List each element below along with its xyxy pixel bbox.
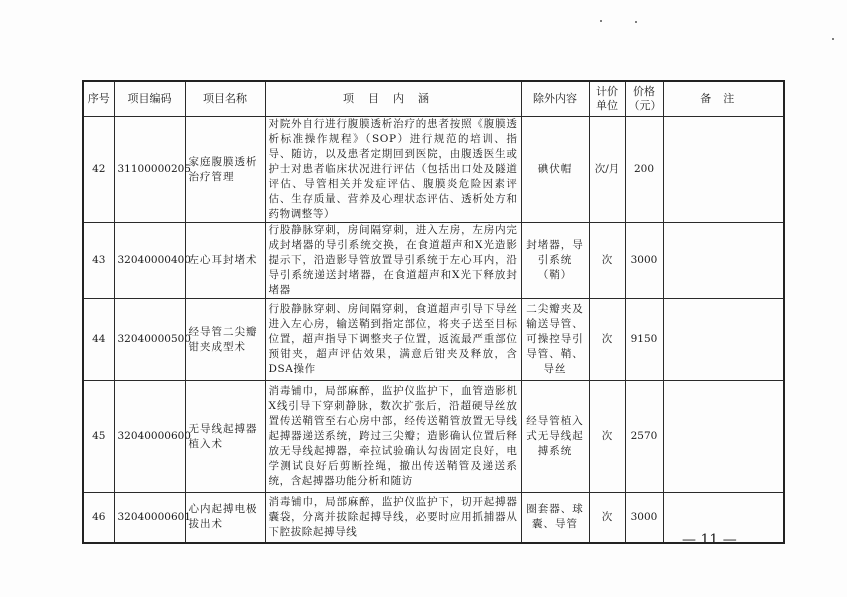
cell-price: 3000 <box>625 223 663 299</box>
cell-content: 对院外自行进行腹膜透析治疗的患者按照《腹膜透析标准操作规程》（SOP）进行规范的培训、指导、随访，以及患者定期回到医院，由腹透医生或护士对患者临床状况进行评估（包括出口处及隧道评估、导管相关并发症评估、腹膜炎危险因素评估、生存质量、营养及心理状态评估、透析处方和药物调整等） <box>265 117 521 223</box>
scan-speck <box>635 21 637 23</box>
header-note: 备注 <box>663 81 784 117</box>
cell-code: 32040000500 <box>114 299 185 381</box>
header-content: 项目内涵 <box>265 81 521 117</box>
cell-excluded: 经导管植入式无导线起搏系统 <box>521 381 589 493</box>
cell-unit: 次 <box>589 223 625 299</box>
cell-price: 3000 <box>625 493 663 543</box>
table-row <box>83 299 784 381</box>
cell-price: 2570 <box>625 381 663 493</box>
scan-speck <box>600 20 602 22</box>
cell-excluded: 二尖瓣夹及输送导管、可操控导引导管、鞘、导丝 <box>521 299 589 381</box>
cell-code: 32040000400 <box>114 223 185 299</box>
table-row <box>83 381 784 493</box>
cell-price: 9150 <box>625 299 663 381</box>
cell-name: 家庭腹膜透析治疗管理 <box>185 117 265 223</box>
cell-name: 无导线起搏器植入术 <box>185 381 265 493</box>
cell-content: 消毒铺巾，局部麻醉，监护仪监护下，切开起搏器囊袋，分离并拔除起搏导线，必要时应用抓捕器从下腔拔除起搏导线 <box>265 493 521 543</box>
cell-note <box>663 381 784 493</box>
cell-name: 经导管二尖瓣钳夹成型术 <box>185 299 265 381</box>
table-row <box>83 117 784 223</box>
header-seq: 序号 <box>83 81 114 117</box>
cell-note <box>663 117 784 223</box>
header-code: 项目编码 <box>114 81 185 117</box>
page-number: — 11 — <box>682 532 737 548</box>
cell-code: 31100000205 <box>114 117 185 223</box>
cell-content: 行股静脉穿刺，房间隔穿刺，进入左房，左房内完成封堵器的导引系统交换，在食道超声和X光造影提示下，沿造影导管放置导引系统于左心耳内，沿导引系统递送封堵器，在食道超声和X光下释放封堵器 <box>265 223 521 299</box>
cell-seq: 46 <box>83 493 114 543</box>
cell-code: 32040000600 <box>114 381 185 493</box>
cell-seq: 42 <box>83 117 114 223</box>
cell-price: 200 <box>625 117 663 223</box>
cell-seq: 43 <box>83 223 114 299</box>
cell-excluded: 碘伏帽 <box>521 117 589 223</box>
scan-speck <box>832 38 834 40</box>
table-header-row <box>83 81 784 117</box>
cell-code: 32040000601 <box>114 493 185 543</box>
cell-name: 左心耳封堵术 <box>185 223 265 299</box>
cell-excluded: 封堵器，导引系统（鞘） <box>521 223 589 299</box>
cell-content: 消毒铺巾，局部麻醉，监护仪监护下，血管造影机X线引导下穿刺静脉，数次扩张后，沿超硬导丝放置传送鞘管至右心房中部，经传送鞘管放置无导线起搏器递送系统，跨过三尖瓣；造影确认位置后释放无导线起搏器，牵拉试验确认勾齿固定良好，电学测试良好后剪断拴绳，撤出传送鞘管及递送系统，含起搏器功能分析和随访 <box>265 381 521 493</box>
cell-note <box>663 223 784 299</box>
cell-unit: 次/月 <box>589 117 625 223</box>
cell-seq: 45 <box>83 381 114 493</box>
cell-unit: 次 <box>589 493 625 543</box>
cell-note <box>663 299 784 381</box>
header-name: 项目名称 <box>185 81 265 117</box>
cell-name: 心内起搏电极拔出术 <box>185 493 265 543</box>
cell-excluded: 圈套器、球囊、导管 <box>521 493 589 543</box>
cell-seq: 44 <box>83 299 114 381</box>
header-unit: 计价单位 <box>589 81 625 117</box>
cell-unit: 次 <box>589 381 625 493</box>
cell-content: 行股静脉穿刺、房间隔穿刺，食道超声引导下导丝进入左心房，输送鞘到指定部位，将夹子送至目标位置，超声指导下调整夹子位置，返流最严重部位预钳夹，超声评估效果，满意后钳夹及释放，含DSA操作 <box>265 299 521 381</box>
header-price: 价格（元） <box>625 81 663 117</box>
cell-unit: 次 <box>589 299 625 381</box>
table-row <box>83 223 784 299</box>
medical-fee-table <box>82 80 785 544</box>
header-excluded: 除外内容 <box>521 81 589 117</box>
table-row <box>83 493 784 543</box>
